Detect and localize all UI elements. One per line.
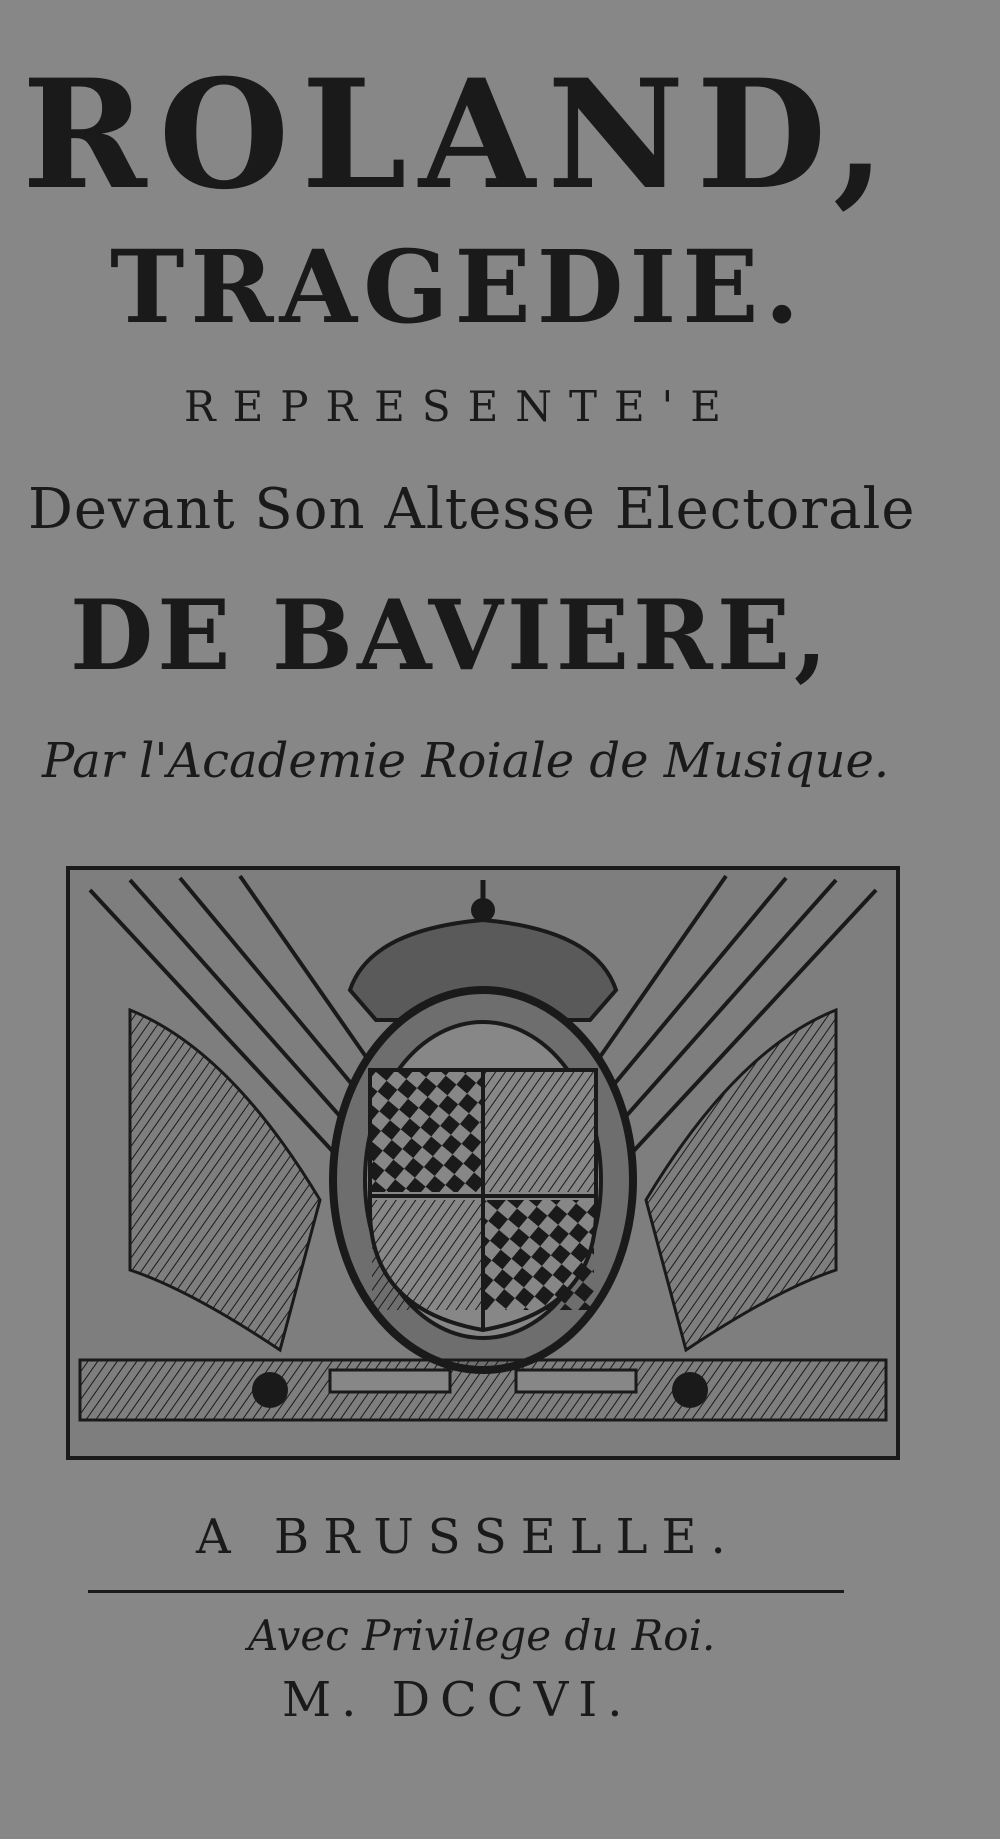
divider-rule [88,1590,844,1593]
represented-line: REPRESENTE'E [184,382,738,431]
page-title: ROLAND, [22,47,898,223]
baviere-line: DE BAVIERE, [70,579,832,692]
imprint-place: A BRUSSELLE. [196,1509,740,1565]
devant-line: Devant Son Altesse Electorale [28,477,916,542]
privilege-line: Avec Privilege du Roi. [248,1611,716,1660]
imprint-date: M. DCCVI. [282,1672,633,1728]
coat-of-arms-engraving-icon [66,866,900,1460]
academie-line: Par l'Academie Roiale de Musique. [42,733,890,789]
page-subtitle: TRAGEDIE. [110,228,806,346]
engraving-svg [70,870,896,1456]
